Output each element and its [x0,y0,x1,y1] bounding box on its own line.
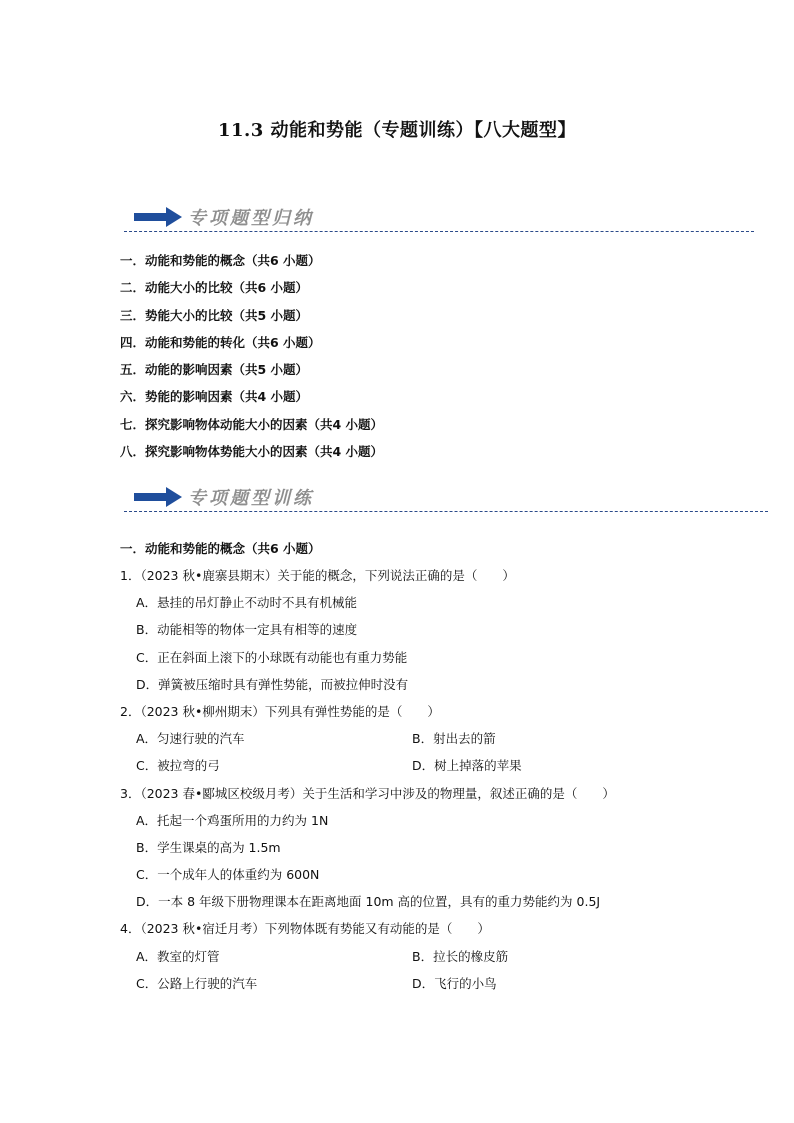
topic-item: 二．动能大小的比较（共6 小题） [120,280,309,296]
option: C．正在斜面上滚下的小球既有动能也有重力势能 [136,649,408,665]
question-stem: 4．（2023 秋•宿迁月考）下列物体既有势能又有动能的是（ ） [120,921,490,937]
option-row [120,730,760,757]
option: D．树上掉落的苹果 [412,758,522,774]
topic-item: 七．探究影响物体动能大小的因素（共4 小题） [120,416,384,432]
dashed-divider [124,511,768,512]
topic-list [120,252,383,470]
option: B．学生课桌的高为 1.5m [136,839,281,855]
right-arrow-icon [134,487,182,507]
section-header-summary [124,202,754,232]
option: C．一个成年人的体重约为 600N [136,867,320,883]
option-row [120,757,760,784]
question-content [120,540,760,1002]
topic-item: 三．势能大小的比较（共5 小题） [120,307,309,323]
question-stem: 2．（2023 秋•柳州期末）下列具有弹性势能的是（ ） [120,703,440,719]
option: D．一本 8 年级下册物理课本在距离地面 10m 高的位置，具有的重力势能约为 0.5J [136,894,601,910]
section-header-training [124,482,768,512]
option-row [120,975,760,1002]
topic-item: 六．势能的影响因素（共4 小题） [120,389,309,405]
right-arrow-icon [134,207,182,227]
section-label: 专项题型训练 [188,488,314,509]
option: C．被拉弯的弓 [136,758,220,774]
topic-item: 四．动能和势能的转化（共6 小题） [120,334,321,350]
option: C．公路上行驶的汽车 [136,975,258,991]
option: D．飞行的小鸟 [412,975,497,991]
subsection-heading: 一．动能和势能的概念（共6 小题） [120,541,321,556]
option: A．托起一个鸡蛋所用的力约为 1N [136,812,329,828]
page-title: 11.3 动能和势能（专题训练）【八大题型】 [217,120,577,141]
section-label: 专项题型归纳 [188,208,314,229]
topic-item: 五．动能的影响因素（共5 小题） [120,362,309,378]
option: B．拉长的橡皮筋 [412,948,509,964]
option-row [120,948,760,975]
option: B．动能相等的物体一定具有相等的速度 [136,622,358,638]
question-stem: 1．（2023 秋•鹿寨县期末）关于能的概念，下列说法正确的是（ ） [120,568,515,583]
option: A．悬挂的吊灯静止不动时不具有机械能 [136,595,358,611]
topic-item: 八．探究影响物体势能大小的因素（共4 小题） [120,444,384,460]
option: A．教室的灯管 [136,948,220,964]
option: A．匀速行驶的汽车 [136,731,245,747]
topic-item: 一．动能和势能的概念（共6 小题） [120,253,321,268]
question-stem: 3．（2023 春•郾城区校级月考）关于生活和学习中涉及的物理量，叙述正确的是（ ） [120,785,615,801]
option: D．弹簧被压缩时具有弹性势能，而被拉伸时没有 [136,676,409,692]
option: B．射出去的箭 [412,731,496,747]
dashed-divider [124,231,754,232]
